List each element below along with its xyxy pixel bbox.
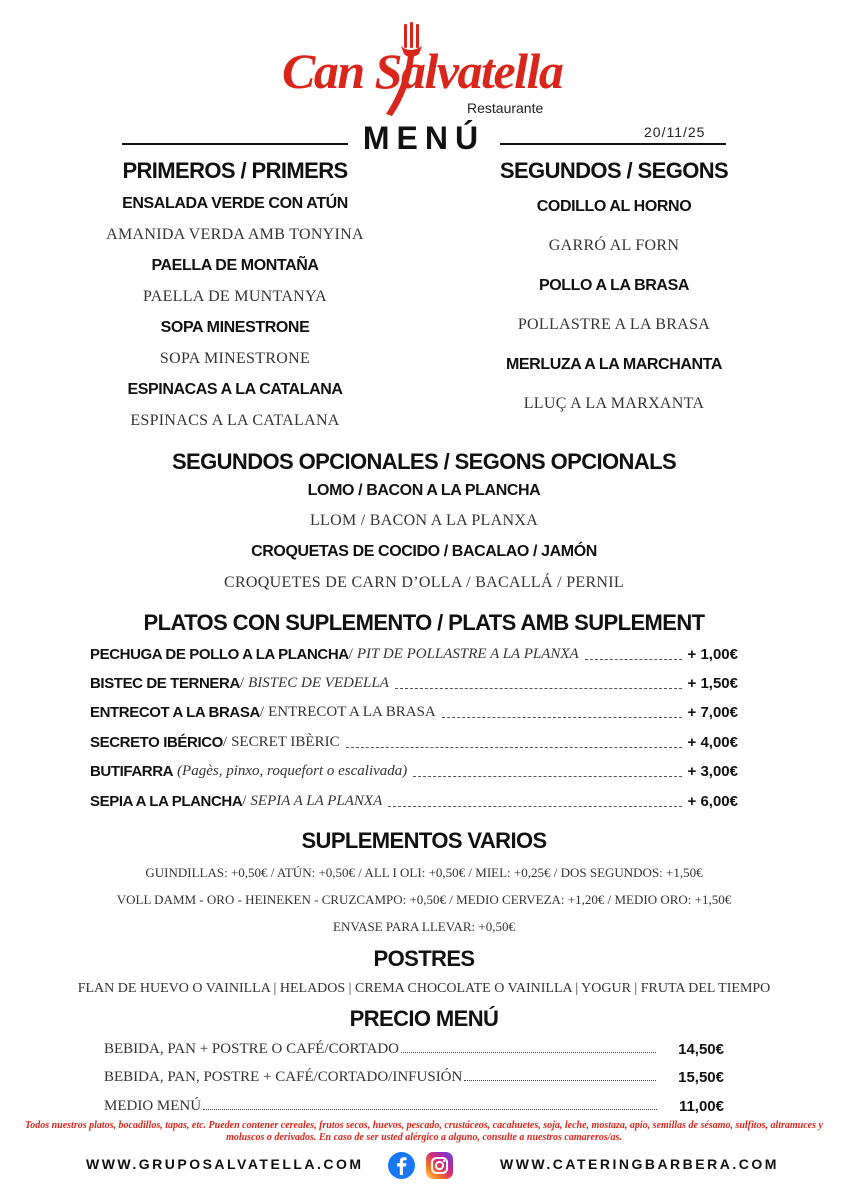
precio-label: BEBIDA, PAN, POSTRE + CAFÉ/CORTADO/INFUSIÓN: [104, 1069, 463, 1085]
suplemento-row: [90, 790, 738, 812]
precio-row: [104, 1093, 724, 1115]
primeros-title: PRIMEROS / PRIMERS: [122, 158, 348, 183]
instagram-icon[interactable]: [426, 1152, 453, 1179]
suplemento-name: SECRETO IBÉRICO: [90, 733, 223, 751]
website-link-right[interactable]: WWW.CATERINGBARBERA.COM: [500, 1156, 779, 1172]
suplemento-name: PECHUGA DE POLLO A LA PLANCHA: [90, 645, 349, 663]
suplemento-leader: [585, 649, 682, 660]
menu-title: MENÚ: [362, 120, 486, 156]
suplemento-price: + 7,00€: [687, 703, 738, 721]
suplemento-name: ENTRECOT A LA BRASA: [90, 703, 260, 721]
suplemento-leader: [413, 766, 681, 777]
allergen-note: Todos nuestros platos, bocadillos, tapas, etc. Pueden contener cereales, frutos secos, huevos, pescado, crustáceos, cacahuetes, soja, leche, mostaza, apio, semillas de sésamo, sulfitos, altramuces y moluscos o derivados. En caso de ser usted alérgico a alguno, consulte a nuestros camareros/as.: [25, 1120, 823, 1143]
brand-subtitle: Restaurante: [467, 100, 544, 116]
suplemento-leader: [395, 678, 682, 689]
suplemento-price: + 6,00€: [687, 792, 738, 810]
suplemento-name: BUTIFARRA: [90, 762, 174, 780]
suplemento-row: [90, 643, 738, 665]
primeros-item-3-es: SOPA MINESTRONE: [160, 319, 310, 336]
suplemento-price: + 4,00€: [687, 733, 738, 751]
suplemento-sep: /: [242, 792, 247, 809]
varios-title: SUPLEMENTOS VARIOS: [301, 828, 547, 853]
precio-price: 15,50€: [678, 1069, 724, 1086]
suplemento-sep: /: [348, 645, 353, 662]
suplemento-leader: [388, 796, 681, 807]
suplemento-price: + 3,00€: [687, 762, 738, 780]
precio-leader: [464, 1080, 656, 1081]
precio-price: 11,00€: [678, 1098, 724, 1115]
suplemento-row: [90, 672, 738, 694]
segundos-item-3-ca: LLUÇ A LA MARXANTA: [523, 395, 705, 412]
suplemento-title: PLATOS CON SUPLEMENTO / PLATS AMB SUPLEMENT: [143, 610, 705, 635]
precio-leader: [203, 1109, 657, 1110]
suplemento-name: BISTEC DE TERNERA: [90, 674, 240, 692]
website-link-left[interactable]: WWW.GRUPOSALVATELLA.COM: [86, 1156, 364, 1172]
suplemento-row: [90, 731, 738, 753]
suplemento-leader: [442, 707, 682, 718]
suplemento-leader: [346, 737, 682, 748]
suplemento-alt: BISTEC DE VEDELLA: [248, 674, 389, 691]
segundos-item-3-es: MERLUZA A LA MARCHANTA: [505, 356, 723, 373]
segundos-item-1-ca: GARRÓ AL FORN: [548, 237, 680, 254]
postres-line: FLAN DE HUEVO O VAINILLA | HELADOS | CREMA CHOCOLATE O VAINILLA | YOGUR | FRUTA DEL TIEMPO: [77, 981, 771, 996]
precio-row: [104, 1036, 724, 1058]
suplemento-name: SEPIA A LA PLANCHA: [90, 792, 243, 810]
opcionales-title: SEGUNDOS OPCIONALES / SEGONS OPCIONALS: [171, 449, 677, 474]
precio-label: BEBIDA, PAN + POSTRE O CAFÉ/CORTADO: [104, 1041, 400, 1057]
primeros-item-1-es: ENSALADA VERDE CON ATÚN: [122, 195, 348, 212]
opcionales-item-2-ca: CROQUETES DE CARN D’OLLA / BACALLÁ / PERNIL: [223, 574, 624, 591]
primeros-item-3-ca: SOPA MINESTRONE: [159, 350, 311, 367]
postres-title: POSTRES: [373, 946, 475, 971]
varios-line: VOLL DAMM - ORO - HEINEKEN - CRUZCAMPO: +0,50€ / MEDIO CERVEZA: +1,20€ / MEDIO ORO: +1,50€: [116, 892, 732, 907]
suplemento-alt: ENTRECOT A LA BRASA: [268, 703, 436, 720]
precio-leader: [401, 1052, 656, 1053]
facebook-icon[interactable]: [388, 1152, 415, 1179]
segundos-item-2-es: POLLO A LA BRASA: [538, 277, 690, 294]
opcionales-item-1-ca: LLOM / BACON A LA PLANXA: [309, 512, 539, 529]
title-rule-left: [122, 143, 348, 145]
menu-date: 20/11/25: [644, 124, 706, 140]
precio-row: [104, 1064, 724, 1086]
suplemento-row: [90, 701, 738, 723]
suplemento-price: + 1,50€: [687, 674, 738, 692]
segundos-item-1-es: CODILLO AL HORNO: [536, 198, 692, 215]
suplemento-sep: /: [239, 674, 245, 691]
primeros-item-4-es: ESPINACAS A LA CATALANA: [127, 381, 343, 398]
opcionales-item-2-es: CROQUETAS DE COCIDO / BACALAO / JAMÓN: [251, 543, 597, 560]
title-rule-right: [500, 143, 726, 145]
varios-line: ENVASE PARA LLEVAR: +0,50€: [333, 919, 515, 934]
varios-line: GUINDILLAS: +0,50€ / ATÚN: +0,50€ / ALL I OLI: +0,50€ / MIEL: +0,25€ / DOS SEGUNDOS: +1,50€: [145, 865, 703, 880]
precio-label: MEDIO MENÚ: [104, 1098, 202, 1114]
opcionales-item-1-es: LOMO / BACON A LA PLANCHA: [307, 482, 541, 499]
suplemento-alt: (Pagès, pinxo, roquefort o escalivada): [177, 762, 408, 779]
instagram-glyph: [426, 1152, 453, 1179]
primeros-item-4-ca: ESPINACS A LA CATALANA: [130, 412, 340, 429]
suplemento-alt: PIT DE POLLASTRE A LA PLANXA: [356, 645, 579, 662]
suplemento-sep: /: [259, 703, 265, 720]
suplemento-price: + 1,00€: [687, 645, 738, 663]
suplemento-sep: /: [222, 733, 228, 750]
logo: [282, 20, 572, 120]
suplemento-alt: SEPIA A LA PLANXA: [250, 792, 383, 809]
suplemento-row: [90, 760, 738, 782]
brand-name: Can Salvatella: [282, 43, 563, 99]
suplemento-alt: SECRET IBÈRIC: [231, 733, 340, 750]
segundos-title: SEGUNDOS / SEGONS: [499, 158, 729, 183]
primeros-item-2-ca: PAELLA DE MUNTANYA: [143, 288, 327, 305]
segundos-item-2-ca: POLLASTRE A LA BRASA: [517, 316, 711, 333]
precio-title: PRECIO MENÚ: [349, 1006, 499, 1031]
primeros-item-1-ca: AMANIDA VERDA AMB TONYINA: [106, 226, 364, 243]
primeros-item-2-es: PAELLA DE MONTAÑA: [151, 257, 319, 274]
precio-price: 14,50€: [678, 1041, 724, 1058]
facebook-glyph: [388, 1152, 415, 1179]
